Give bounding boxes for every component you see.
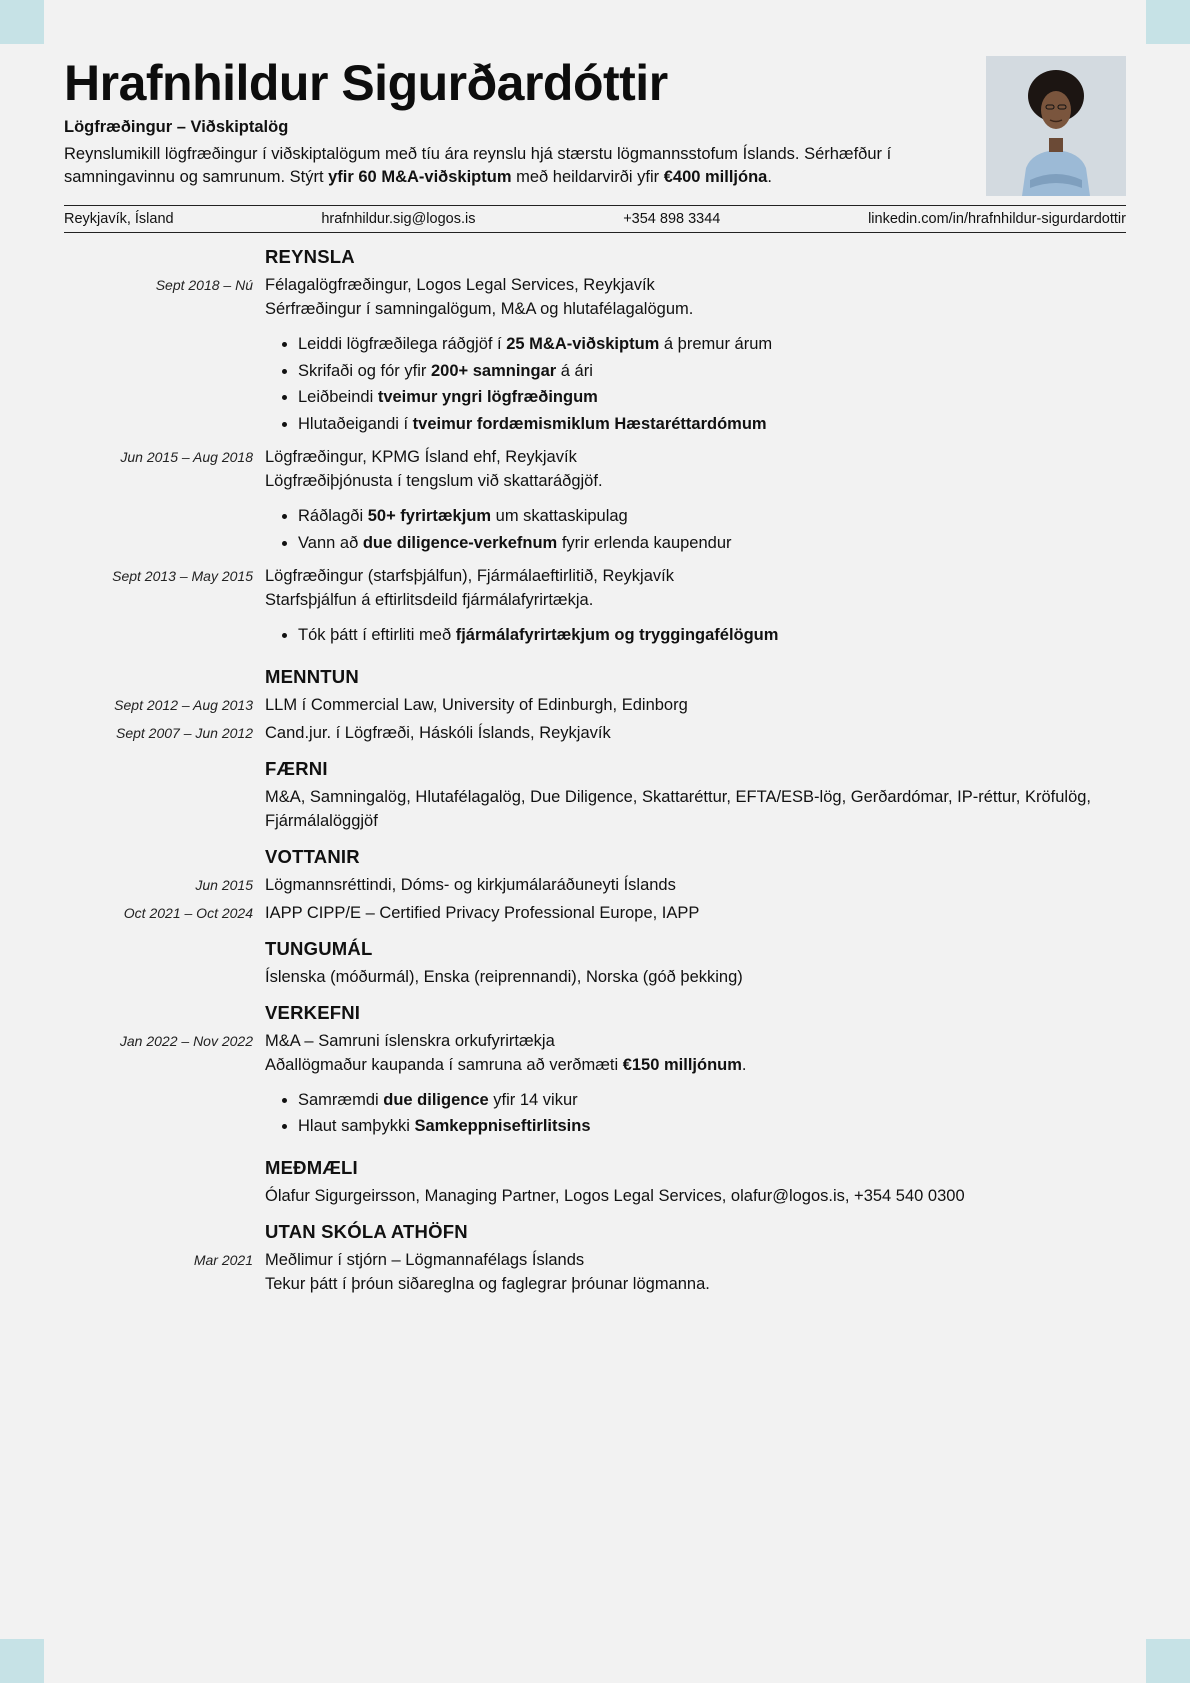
entry-body xyxy=(265,785,1126,833)
emphasis-text: €400 milljóna xyxy=(663,168,768,186)
bullet-list xyxy=(265,331,1126,437)
section-entry xyxy=(64,721,1126,745)
section-title: REYNSLA xyxy=(265,246,355,267)
entry-body xyxy=(265,721,1126,745)
entry-line: Lögfræðingur, KPMG Ísland ehf, Reykjavík xyxy=(265,448,577,466)
person-portrait-icon xyxy=(986,56,1126,196)
section-7 xyxy=(64,1220,1126,1296)
candidate-role: Lögfræðingur – Viðskiptalög xyxy=(64,118,289,136)
entry-line: IAPP CIPP/E – Certified Privacy Professional Europe, IAPP xyxy=(265,903,700,922)
entry-line: Starfsþjálfun á eftirlitsdeild fjármálafyrirtækja. xyxy=(265,591,594,609)
section-5 xyxy=(64,1001,1126,1144)
bullet-item: • Hlaut samþykki Samkeppniseftirlitsins xyxy=(298,1113,1126,1140)
entry-line: Sérfræðingur í samningalögum, M&A og hlutafélagalögum. xyxy=(265,300,694,318)
emphasis-text: due diligence-verkefnum xyxy=(362,533,558,552)
contact-linkedin[interactable]: linkedin.com/in/hrafnhildur-sigurdardottir xyxy=(868,211,1126,227)
corner-decoration xyxy=(0,0,44,44)
corner-decoration xyxy=(1146,1639,1190,1683)
section-title: VOTTANIR xyxy=(265,845,360,867)
emphasis-text: due diligence xyxy=(383,1090,489,1109)
section-title: TUNGUMÁL xyxy=(265,937,373,959)
entry-date: Jun 2015 – Aug 2018 xyxy=(120,449,253,465)
bullet-item: • Skrifaði og fór yfir 200+ samningar á ári xyxy=(298,358,1126,385)
entry-date xyxy=(64,965,253,989)
emphasis-text: yfir 60 M&A-viðskiptum xyxy=(328,168,512,186)
entry-line: Aðallögmaður kaupanda í samruna að verðmæti €150 milljónum. xyxy=(265,1055,747,1074)
bullet-item: • Leiðbeindi tveimur yngri lögfræðingum xyxy=(298,384,1126,411)
entry-date: Sept 2012 – Aug 2013 xyxy=(114,696,253,713)
profile-summary: Reynslumikill lögfræðingur í viðskiptalögum með tíu ára reynslu hjá stærstu lögmannsstofum Íslands. Sérhæfður í samningavinnu og samrunum. Stýrt yfir 60 M&A-viðskiptum með heildarvirði yfir €400 milljóna. xyxy=(64,145,892,186)
section-entry xyxy=(64,1248,1126,1296)
section-2 xyxy=(64,757,1126,833)
bullet-item: • Tók þátt í eftirliti með fjármálafyrirtækjum og tryggingafélögum xyxy=(298,622,1126,649)
section-6 xyxy=(64,1156,1126,1208)
entry-body xyxy=(265,965,1126,989)
section-4 xyxy=(64,937,1126,989)
bullet-list xyxy=(265,503,1126,556)
entry-date: Sept 2013 – May 2015 xyxy=(112,568,253,584)
bullet-list xyxy=(265,1087,1126,1140)
entry-body xyxy=(265,901,1126,925)
emphasis-text: 50+ fyrirtækjum xyxy=(367,507,492,525)
resume-header xyxy=(64,0,1126,197)
section-title: UTAN SKÓLA ATHÖFN xyxy=(265,1220,468,1242)
entry-body xyxy=(265,1029,1126,1144)
section-entry xyxy=(64,693,1126,717)
bullet-item: • Ráðlagði 50+ fyrirtækjum um skattaskipulag xyxy=(298,503,1126,530)
bullet-item: • Hlutaðeigandi í tveimur fordæmismiklum Hæstaréttardómum xyxy=(298,411,1126,438)
entry-date xyxy=(64,785,253,833)
contact-location: Reykjavík, Ísland xyxy=(64,211,174,227)
entry-body xyxy=(265,873,1126,897)
profile-photo xyxy=(986,56,1126,196)
entry-date: Jun 2015 xyxy=(195,876,253,893)
entry-body xyxy=(265,445,1126,560)
bullet-list xyxy=(265,622,1126,649)
section-1 xyxy=(64,665,1126,745)
entry-body xyxy=(265,273,1126,441)
entry-date: Oct 2021 – Oct 2024 xyxy=(123,904,253,921)
entry-line: Íslenska (móðurmál), Enska (reiprennandi), Norska (góð þekking) xyxy=(265,967,743,986)
entry-line: M&A, Samningalög, Hlutafélagalög, Due Diligence, Skattaréttur, EFTA/ESB-lög, Gerðardómar, IP-réttur, Kröfulög, Fjármálalöggjöf xyxy=(265,787,1092,830)
entry-line: LLM í Commercial Law, University of Edinburgh, Edinborg xyxy=(265,695,688,714)
entry-date xyxy=(64,1184,253,1208)
entry-line: Félagalögfræðingur, Logos Legal Services, Reykjavík xyxy=(265,276,655,294)
entry-line: Cand.jur. í Lögfræði, Háskóli Íslands, Reykjavík xyxy=(265,723,611,742)
emphasis-text: €150 milljónum xyxy=(622,1055,742,1074)
section-entry xyxy=(64,1184,1126,1208)
section-title: MEÐMÆLI xyxy=(265,1156,358,1178)
section-title: FÆRNI xyxy=(265,757,328,779)
section-entry xyxy=(64,965,1126,989)
bullet-item: • Leiddi lögfræðilega ráðgjöf í 25 M&A-viðskiptum á þremur árum xyxy=(298,331,1126,358)
entry-line: Lögfræðiþjónusta í tengslum við skattaráðgjöf. xyxy=(265,472,603,490)
entry-date: Sept 2007 – Jun 2012 xyxy=(115,724,253,741)
emphasis-text: tveimur yngri lögfræðingum xyxy=(377,388,598,406)
section-entry xyxy=(64,1029,1126,1144)
contact-phone[interactable]: +354 898 3344 xyxy=(623,211,721,227)
section-entry xyxy=(64,901,1126,925)
section-entry xyxy=(64,873,1126,897)
entry-line: Lögmannsréttindi, Dóms- og kirkjumálaráðuneyti Íslands xyxy=(265,875,676,894)
entry-line: Ólafur Sigurgeirsson, Managing Partner, Logos Legal Services, olafur@logos.is, +354 540 0300 xyxy=(265,1186,965,1205)
entry-body xyxy=(265,1248,1126,1296)
entry-body xyxy=(265,1184,1126,1208)
corner-decoration xyxy=(0,1639,44,1683)
bullet-item: • Vann að due diligence-verkefnum fyrir erlenda kaupendur xyxy=(298,530,1126,557)
corner-decoration xyxy=(1146,0,1190,44)
bullet-item: • Samræmdi due diligence yfir 14 vikur xyxy=(298,1087,1126,1114)
section-entry xyxy=(64,445,1126,560)
section-3 xyxy=(64,845,1126,925)
entry-line: Tekur þátt í þróun siðareglna og faglegrar þróunar lögmanna. xyxy=(265,1274,710,1293)
entry-date: Jan 2022 – Nov 2022 xyxy=(119,1032,253,1049)
entry-date: Mar 2021 xyxy=(193,1251,253,1268)
entry-line: Lögfræðingur (starfsþjálfun), Fjármálaeftirlitið, Reykjavík xyxy=(265,567,674,585)
entry-line: Meðlimur í stjórn – Lögmannafélags Íslands xyxy=(265,1250,585,1269)
entry-line: M&A – Samruni íslenskra orkufyrirtækja xyxy=(265,1031,555,1050)
section-entry xyxy=(64,785,1126,833)
entry-body xyxy=(265,564,1126,653)
contact-bar xyxy=(64,205,1126,233)
contact-email[interactable]: hrafnhildur.sig@logos.is xyxy=(321,211,476,227)
resume-page xyxy=(64,0,1126,1296)
section-title: VERKEFNI xyxy=(265,1001,361,1023)
emphasis-text: 200+ samningar xyxy=(430,361,557,380)
emphasis-text: Samkeppniseftirlitsins xyxy=(414,1117,591,1135)
entry-date: Sept 2018 – Nú xyxy=(155,277,253,293)
resume-sections xyxy=(64,245,1126,1296)
candidate-name: Hrafnhildur Sigurðardóttir xyxy=(64,55,668,111)
emphasis-text: tveimur fordæmismiklum Hæstaréttardómum xyxy=(412,414,767,433)
section-0 xyxy=(64,245,1126,653)
emphasis-text: 25 M&A-viðskiptum xyxy=(506,335,660,353)
entry-body xyxy=(265,693,1126,717)
section-entry xyxy=(64,273,1126,441)
emphasis-text: fjármálafyrirtækjum og tryggingafélögum xyxy=(455,626,779,644)
section-title: MENNTUN xyxy=(265,665,359,687)
section-entry xyxy=(64,564,1126,653)
